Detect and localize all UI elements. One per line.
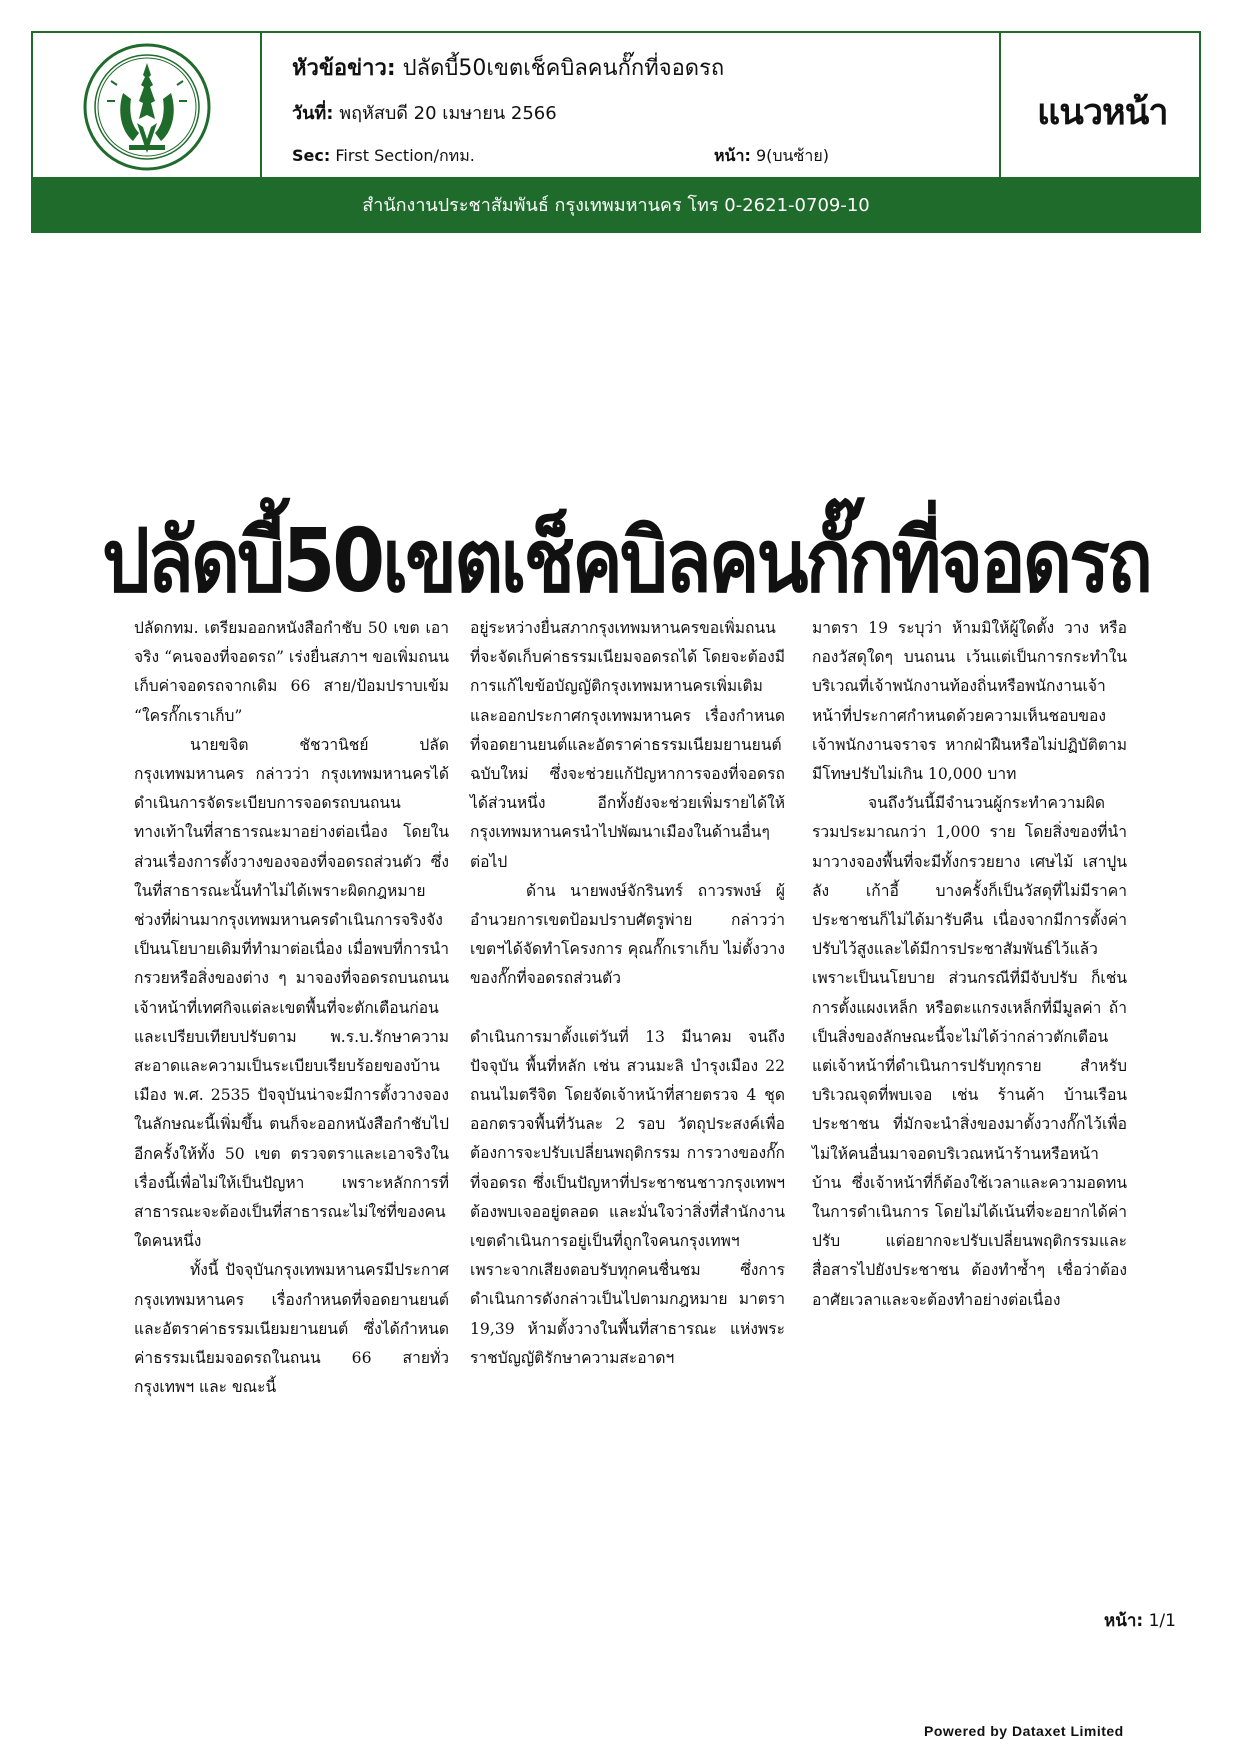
headline-row — [292, 50, 724, 85]
paragraph: จนถึงวันนี้มีจำนวนผู้กระทำความผิดรวมประมาณกว่า 1,000 ราย โดยสิ่งของที่นำมาวางจองพื้นที่จะมีทั้งกรวยยาง เศษไม้ เสาปูน ลัง เก้าอี้ บางครั้งก็เป็นวัสดุที่ไม่มีราคา ประชาชนก็ไม่ได้มารับคืน เนื่องจากมีการตั้งค่าปรับไว้สูงและได้มีการประชาสัมพันธ์ไว้แล้ว เพราะเป็นนโยบาย ส่วนกรณีที่มีจับปรับ ก็เช่น การตั้งแผงเหล็ก หรือตะแกรงเหล็กที่มีมูลค่า ถ้าเป็นสิ่งของลักษณะนี้จะไม่ได้ว่ากล่าวตักเตือนแต่เจ้าหน้าที่ดำเนินการปรับทุกราย สำหรับบริเวณจุดที่พบเจอ เช่น ร้านค้า บ้านเรือนประชาชน ที่มักจะนำสิ่งของมาตั้งวางกั๊กไว้เพื่อไม่ให้คนอื่นมาจอดบริเวณหน้าร้านหรือหน้าบ้าน ซึ่งเจ้าหน้าที่ก็ต้องใช้เวลาและความอดทนในการดำเนินการ โดยไม่ได้เน้นที่จะอยากได้ค่าปรับ แต่อยากจะปรับเปลี่ยนพฤติกรรมและสื่อสารไปยังประชาชน ต้องทำซ้ำๆ เชื่อว่าต้องอาศัยเวลาและจะต้องทำอย่างต่อเนื่อง — [812, 794, 1127, 1309]
footer-page-value: 1/1 — [1148, 1611, 1176, 1631]
publication-name: แนวหน้า — [1037, 91, 1168, 132]
page-row — [714, 144, 829, 169]
contact-bar: สำนักงานประชาสัมพันธ์ กรุงเทพมหานคร โทร 0-2621-0709-10 — [31, 179, 1201, 233]
headline-label: หัวข้อข่าว: — [292, 56, 396, 81]
paragraph: อยู่ระหว่างยื่นสภากรุงเทพมหานครขอเพิ่มถนนที่จะจัดเก็บค่าธรรมเนียมจอดรถได้ โดยจะต้องมีการแก้ไขข้อบัญญัติกรุงเทพมหานครเพิ่มเติม และออกประกาศกรุงเทพมหานคร เรื่องกำหนดที่จอดยานยนต์และอัตราค่าธรรมเนียมยานยนต์ ฉบับใหม่ ซึ่งจะช่วยแก้ปัญหาการจองที่จอดรถได้ส่วนหนึ่ง อีกทั้งยังจะช่วยเพิ่มรายได้ให้กรุงเทพมหานครนำไปพัฒนาเมืองในด้านอื่นๆ ต่อไป — [470, 619, 785, 871]
section-row — [292, 144, 475, 169]
paragraph: ด้าน นายพงษ์จักรินทร์ ถาวรพงษ์ ผู้อำนวยการเขตป้อมปราบศัตรูพ่าย กล่าวว่า เขตฯได้จัดทำโครงการ คุณกั๊กเราเก็บ ไม่ตั้งวางของกั๊กที่จอดรถส่วนตัว — [470, 881, 785, 988]
paragraph: มาตรา 19 ระบุว่า ห้ามมิให้ผู้ใดตั้ง วาง หรือกองวัสดุใดๆ บนถนน เว้นแต่เป็นการกระทำในบริเวณที่เจ้าพนักงานท้องถิ่นหรือพนักงานเจ้าหน้าที่ประกาศกำหนดด้วยความเห็นชอบของเจ้าพนักงานจราจร หากฝ่าฝืนหรือไม่ปฏิบัติตาม มีโทษปรับไม่เกิน 10,000 บาท — [812, 619, 1127, 784]
paragraph: ทั้งนี้ ปัจจุบันกรุงเทพมหานครมีประกาศกรุงเทพมหานคร เรื่องกำหนดที่จอดยานยนต์และอัตราค่าธรรมเนียมยานยนต์ ซึ่งได้กำหนดค่าธรรมเนียมจอดรถในถนน 66 สายทั่วกรุงเทพฯ และ ขณะนี้ — [134, 1261, 449, 1397]
paragraph: ดำเนินการมาตั้งแต่วันที่ 13 มีนาคม จนถึงปัจจุบัน พื้นที่หลัก เช่น สวนมะลิ บำรุงเมือง 22 ถนนไมตรีจิต โดยจัดเจ้าหน้าที่สายตรวจ 4 ชุด ออกตรวจพื้นที่วันละ 2 รอบ วัตถุประสงค์เพื่อต้องการจะปรับเปลี่ยนพฤติกรรม การวางของกั๊กที่จอดรถ ซึ่งเป็นปัญหาที่ประชาชนชาวกรุงเทพฯ ต้องพบเจออยู่ตลอด และมั่นใจว่าสิ่งที่สำนักงานเขตดำเนินการอยู่เป็นที่ถูกใจคนกรุงเทพฯ เพราะจากเสียงตอบรับทุกคนชื่นชม ซึ่งการดำเนินการดังกล่าวเป็นไปตามกฎหมาย มาตรา 19,39 ห้ามตั้งวางในพื้นที่สาธารณะ แห่งพระราชบัญญัติรักษาความสะอาดฯ — [470, 1027, 785, 1367]
paragraph: นายขจิต ชัชวานิชย์ ปลัดกรุงเทพมหานคร กล่าวว่า กรุงเทพมหานครได้ดำเนินการจัดระเบียบการจอดรถบนถนนทางเท้าในที่สาธารณะมาอย่างต่อเนื่อง โดยในส่วนเรื่องการตั้งวางของจองที่จอดรถส่วนตัว ซึ่งในที่สาธารณะนั้นทำไม่ได้เพราะผิดกฎหมาย ช่วงที่ผ่านมากรุงเทพมหานครดำเนินการจริงจังเป็นนโยบายเดิมที่ทำมาต่อเนื่อง เมื่อพบที่การนำกรวยหรือสิ่งของต่าง ๆ มาจองที่จอดรถบนถนน เจ้าหน้าที่เทศกิจแต่ละเขตพื้นที่จะตักเตือนก่อน และเปรียบเทียบปรับตาม พ.ร.บ.รักษาความสะอาดและความเป็นระเบียบเรียบร้อยของบ้านเมือง พ.ศ. 2535 ปัจจุบันน่าจะมีการตั้งวางจองในลักษณะนี้เพิ่มขึ้น ตนก็จะออกหนังสือกำชับไปอีกครั้งให้ทั้ง 50 เขต ตรวจตราและเอาจริงในเรื่องนี้เพื่อไม่ให้เป็นปัญหา เพราะหลักการที่สาธารณะจะต้องเป็นที่สาธารณะไม่ใช่ที่ของคนใดคนหนึ่ง — [134, 735, 449, 1251]
page-value: 9(บนซ้าย) — [755, 146, 829, 165]
date-row — [292, 98, 557, 127]
paragraph: ปลัดกทม. เตรียมออกหนังสือกำชับ 50 เขต เอาจริง “คนจองที่จอดรถ” เร่งยื่นสภาฯ ขอเพิ่มถนนเก็บค่าจอดรถจากเดิม 66 สาย/ป้อมปราบเข้ม “ใครกั๊กเราเก็บ” — [134, 619, 449, 725]
article-column-3 — [812, 614, 1127, 1315]
clipping-header — [31, 31, 1201, 179]
article-column-2 — [470, 614, 785, 1373]
article-column-1 — [134, 614, 449, 1402]
footer-page-label: หน้า: — [1104, 1611, 1144, 1631]
section-label: Sec: — [292, 146, 331, 165]
category-cell — [1001, 33, 1201, 179]
section-value: First Section/กทม. — [335, 146, 475, 165]
powered-by: Powered by Dataxet Limited — [924, 1723, 1124, 1739]
headline-value: ปลัดบี้50เขตเช็คบิลคนกั๊กที่จอดรถ — [402, 56, 725, 81]
date-label: วันที่: — [292, 103, 334, 124]
bangkok-metropolitan-seal-icon — [77, 41, 217, 173]
article-title: ปลัดบี้50เขตเช็คบิลคนกั๊กที่จอดรถ — [102, 509, 1150, 612]
page-label: หน้า: — [714, 146, 751, 165]
logo-cell — [33, 33, 262, 179]
clipping-info — [262, 33, 1001, 179]
footer-page-number — [1104, 1607, 1176, 1634]
date-value: พฤหัสบดี 20 เมษายน 2566 — [339, 103, 557, 124]
